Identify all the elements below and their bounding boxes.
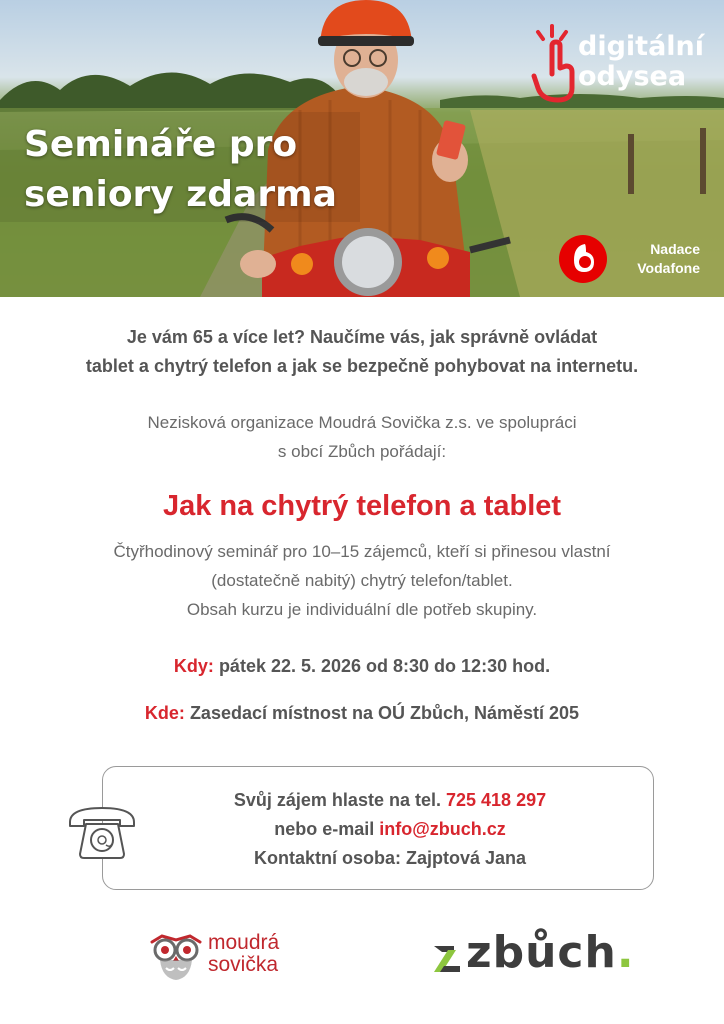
when-value: pátek 22. 5. 2026 od 8:30 do 12:30 hod. bbox=[218, 656, 551, 676]
phone-number[interactable]: 725 418 297 bbox=[446, 790, 547, 810]
zbuch-logo-text: zbůch bbox=[466, 927, 617, 978]
nadace-vodafone-logo bbox=[556, 232, 716, 286]
organizer-text bbox=[0, 408, 724, 466]
event-where bbox=[0, 700, 724, 726]
nadace-vodafone-line-2: Vodafone bbox=[637, 260, 700, 276]
owl-logo-line-1: moudrá bbox=[208, 931, 280, 954]
telephone-icon bbox=[66, 800, 138, 862]
intro-line-2: tablet a chytrý telefon a jak se bezpečně pohybovat na internetu. bbox=[85, 356, 639, 376]
intro-line-1: Je vám 65 a více let? Naučíme vás, jak správně ovládat bbox=[126, 327, 598, 347]
digitalni-odysea-logo-line-2: odysea bbox=[578, 61, 687, 92]
digitalni-odysea-logo bbox=[530, 24, 710, 106]
contact-info bbox=[160, 786, 620, 873]
hero-title-line-1: Semináře pro bbox=[24, 124, 298, 165]
event-when bbox=[0, 653, 724, 679]
organizer-line-1: Nezisková organizace Moudrá Sovička z.s. ve spolupráci bbox=[147, 413, 577, 432]
zbuch-arrow-icon bbox=[432, 944, 464, 974]
digitalni-odysea-logo-line-1: digitální bbox=[578, 31, 705, 62]
pointing-hand-icon bbox=[530, 24, 580, 104]
contact-phone-line bbox=[160, 786, 620, 815]
hero-title bbox=[24, 120, 337, 220]
owl-icon bbox=[148, 928, 204, 982]
description-line-2: (dostatečně nabitý) chytrý telefon/tablet. bbox=[211, 571, 513, 590]
nadace-vodafone-line-1: Nadace bbox=[650, 241, 700, 257]
zbuch-logo bbox=[432, 927, 652, 980]
contact-person: Kontaktní osoba: Zajptová Jana bbox=[253, 848, 527, 868]
when-label: Kdy: bbox=[173, 656, 214, 676]
seminar-description bbox=[0, 537, 724, 624]
vodafone-icon bbox=[558, 234, 608, 284]
seminar-headline: Jak na chytrý telefon a tablet bbox=[162, 490, 562, 522]
organizer-line-2: s obcí Zbůch pořádají: bbox=[277, 442, 447, 461]
hero-title-line-2: seniory zdarma bbox=[24, 174, 337, 215]
description-line-3: Obsah kurzu je individuální dle potřeb skupiny. bbox=[186, 600, 538, 619]
zbuch-logo-dot: . bbox=[616, 927, 635, 978]
contact-email-line bbox=[160, 815, 620, 844]
where-value: Zasedací místnost na OÚ Zbůch, Náměstí 205 bbox=[189, 703, 580, 723]
owl-logo-line-2: sovička bbox=[208, 953, 279, 976]
intro-text bbox=[0, 323, 724, 381]
phone-prefix: Svůj zájem hlaste na tel. bbox=[233, 790, 441, 810]
where-label: Kde: bbox=[144, 703, 185, 723]
email-link[interactable]: info@zbuch.cz bbox=[379, 819, 506, 839]
moudra-sovicka-logo bbox=[148, 928, 308, 984]
email-prefix: nebo e-mail bbox=[274, 819, 375, 839]
description-line-1: Čtyřhodinový seminář pro 10–15 zájemců, kteří si přinesou vlastní bbox=[113, 542, 611, 561]
hero-banner bbox=[0, 0, 724, 297]
